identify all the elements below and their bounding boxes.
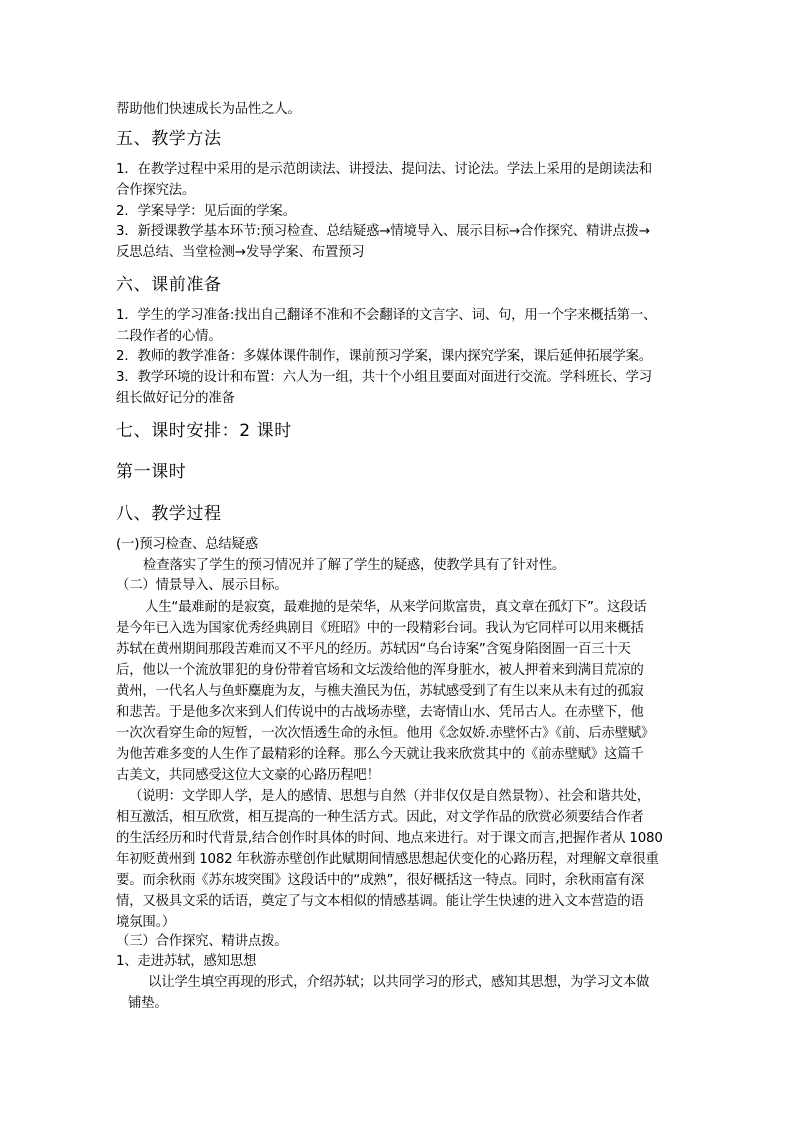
section-heading-preparation: 六、课前准备 (116, 275, 222, 295)
section-heading-methods: 五、教学方法 (116, 129, 222, 149)
list-item-line: 反思总结、当堂检测→发导学案、布置预习 (116, 245, 365, 260)
list-item-line: 3．教学环境的设计和布置：六人为一组，共十个小组且要面对面进行交流。学科班长、学习 (116, 370, 652, 385)
note-line: （说明：文学即人学，是人的感情、思想与自然（并非仅仅是自然景物）、社会和谐共处， (129, 789, 650, 804)
paragraph-line: 古美文，共同感受这位大文豪的心路历程吧！ (116, 768, 380, 783)
sub-item-title: 1、走进苏轼，感知思想 (116, 954, 257, 969)
paragraph-line: 苏轼在黄州期间那段苦难而又不平凡的经历。苏轼因“乌台诗案”含冤身陷囹圄一百三十天 (116, 642, 631, 657)
note-line: 境氛围。） (116, 915, 176, 930)
note-line: 的生活经历和时代背景,结合创作时具体的时间、地点来进行。对于课文而言,把握作者从 1080 (116, 831, 663, 846)
list-item-line: 二段作者的心情。 (116, 329, 222, 344)
note-line: 情，又极具文采的话语，奠定了与文本相似的情感基调。能让学生快速的进入文本营造的语 (116, 894, 644, 909)
subsection-title: (一)预习检查、总结疑惑 (116, 537, 258, 552)
note-line: 要。而余秋雨《苏东坡突围》这段话中的“成熟”，很好概括这一特点。同时，余秋雨富有深 (116, 873, 644, 888)
list-item-line: 1．学生的学习准备:找出自己翻译不准和不会翻译的文言字、词、句，用一个字来概括第一、 (116, 308, 657, 323)
paragraph-line: 人生“最难耐的是寂寞，最难抛的是荣华，从来学问欺富贵，真文章在孤灯下”。这段话 (145, 600, 647, 615)
subsection-title: （二）情景导入、展示目标。 (116, 578, 288, 593)
body-text-line: 帮助他们快速成长为品性之人。 (116, 102, 301, 117)
list-item-line: 合作探究法。 (116, 183, 196, 198)
paragraph-line: 为他苦难多变的人生作了最精彩的诠释。那么今天就让我来欣赏其中的《前赤壁赋》这篇千 (116, 747, 644, 762)
paragraph-line: 以让学生填空再现的形式，介绍苏轼；以共同学习的形式，感知其思想，为学习文本做 (148, 975, 650, 990)
paragraph-line: 一次次看穿生命的短暂，一次次悟透生命的永恒。他用《念奴娇.赤壁怀古》《前、后赤壁赋》 (116, 726, 655, 741)
section-heading-process: 八、教学过程 (116, 504, 222, 524)
subsection-title: （三）合作探究、精讲点拨。 (116, 934, 288, 949)
paragraph-line: 后，他以一个流放罪犯的身份带着官场和文坛泼给他的浑身脏水，被人押着来到满目荒凉的 (116, 663, 644, 678)
list-item-line: 1．在教学过程中采用的是示范朗读法、讲授法、提问法、讨论法。学法上采用的是朗读法和 (116, 162, 652, 177)
paragraph-line: 是今年已入选为国家优秀经典剧目《班昭》中的一段精彩台词。我认为它同样可以用来概括 (116, 621, 644, 636)
note-line: 相互激活，相互欣赏，相互提高的一种生活方式。因此，对文学作品的欣赏必须要结合作者 (116, 810, 644, 825)
paragraph-line: 和悲苦。于是他多次来到人们传说中的古战场赤壁，去寄情山水、凭吊古人。在赤壁下，他 (116, 705, 644, 720)
list-item-line: 3．新授课教学基本环节:预习检查、总结疑惑→情境导入、展示目标→合作探究、精讲点拨→ (116, 224, 650, 239)
list-item-line: 组长做好记分的准备 (116, 391, 235, 406)
paragraph-line: 检查落实了学生的预习情况并了解了学生的疑惑，使教学具有了针对性。 (143, 558, 566, 573)
list-item-line: 2．教师的教学准备：多媒体课件制作，课前预习学案，课内探究学案，课后延伸拓展学案。 (116, 349, 652, 364)
list-item-line: 2．学案导学：见后面的学案。 (116, 204, 296, 219)
section-heading-schedule: 七、课时安排：2 课时 (116, 421, 292, 441)
note-line: 年初贬黄州到 1082 年秋游赤壁创作此赋期间情感思想起伏变化的心路历程，对理解文章很重 (116, 852, 659, 867)
paragraph-line: 铺垫。 (128, 996, 168, 1011)
paragraph-line: 黄州，一代名人与鱼虾麋鹿为友，与樵夫渔民为伍，苏轼感受到了有生以来从未有过的孤寂 (116, 684, 644, 699)
lesson-heading: 第一课时 (116, 462, 187, 482)
